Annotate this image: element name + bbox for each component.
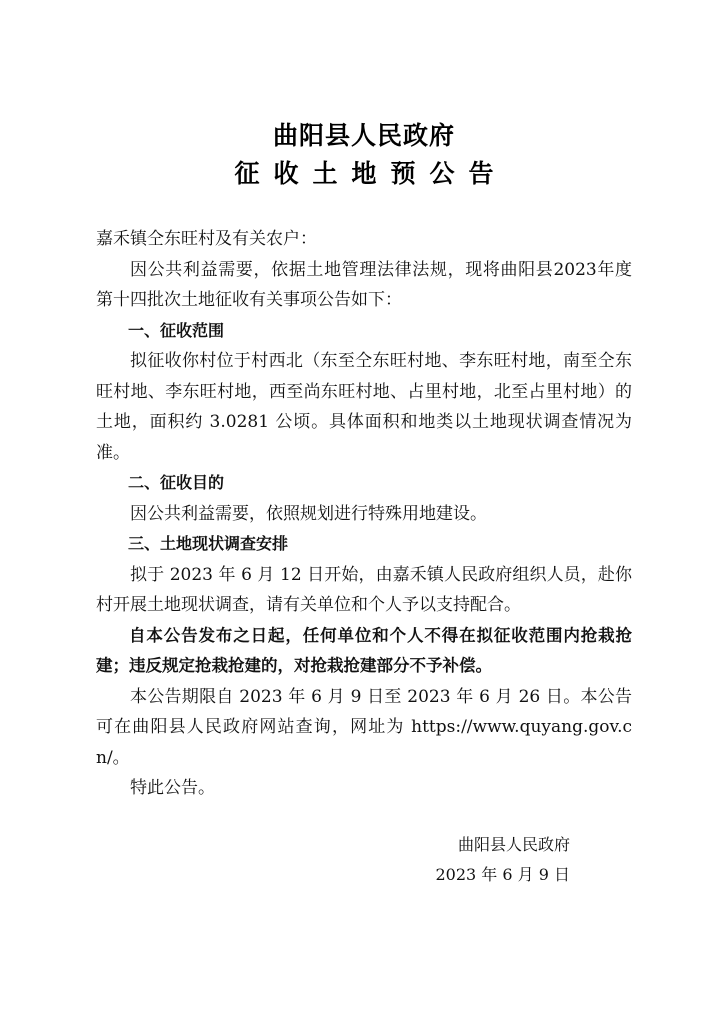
signature-org: 曲阳县人民政府	[457, 835, 570, 854]
announcement-body	[96, 224, 632, 804]
warning-paragraph: 自本公告发布之日起，任何单位和个人不得在拟征收范围内抢栽抢建；违反规定抢栽抢建的，对抢栽抢建部分不予补偿。	[96, 625, 632, 675]
issuer-title: 曲阳县人民政府	[272, 121, 455, 150]
section-text-scope: 拟征收你村位于村西北（东至仝东旺村地、李东旺村地，南至仝东旺村地、李东旺村地，西至尚东旺村地、占里村地，北至占里村地）的土地，面积约 3.0281 公顷。具体面积和地类以土地现状调查情况为准。	[96, 351, 632, 463]
addressee: 嘉禾镇仝东旺村及有关农户：	[96, 229, 317, 249]
section-text-survey: 拟于 2023 年 6 月 12 日开始，由嘉禾镇人民政府组织人员，赴你村开展土地现状调查，请有关单位和个人予以支持配合。	[96, 564, 632, 615]
section-heading-purpose: 二、征收目的	[128, 473, 225, 492]
announcement-document	[96, 118, 632, 804]
validity-paragraph: 本公告期限自 2023 年 6 月 9 日至 2023 年 6 月 26 日。本公告可在曲阳县人民政府网站查询，网址为 https://www.quyang.gov.cn/。	[96, 686, 632, 768]
signature-date: 2023 年 6 月 9 日	[435, 865, 570, 884]
intro-paragraph: 因公共利益需要，依据土地管理法律法规，现将曲阳县2023年度第十四批次土地征收有关事项公告如下：	[96, 259, 632, 310]
section-heading-survey: 三、土地现状调查安排	[128, 534, 289, 553]
closing-line: 特此公告。	[130, 778, 215, 798]
section-heading-scope: 一、征收范围	[128, 320, 225, 340]
section-text-purpose: 因公共利益需要，依照规划进行特殊用地建设。	[130, 503, 487, 524]
announcement-title: 征收土地预公告	[234, 159, 508, 188]
